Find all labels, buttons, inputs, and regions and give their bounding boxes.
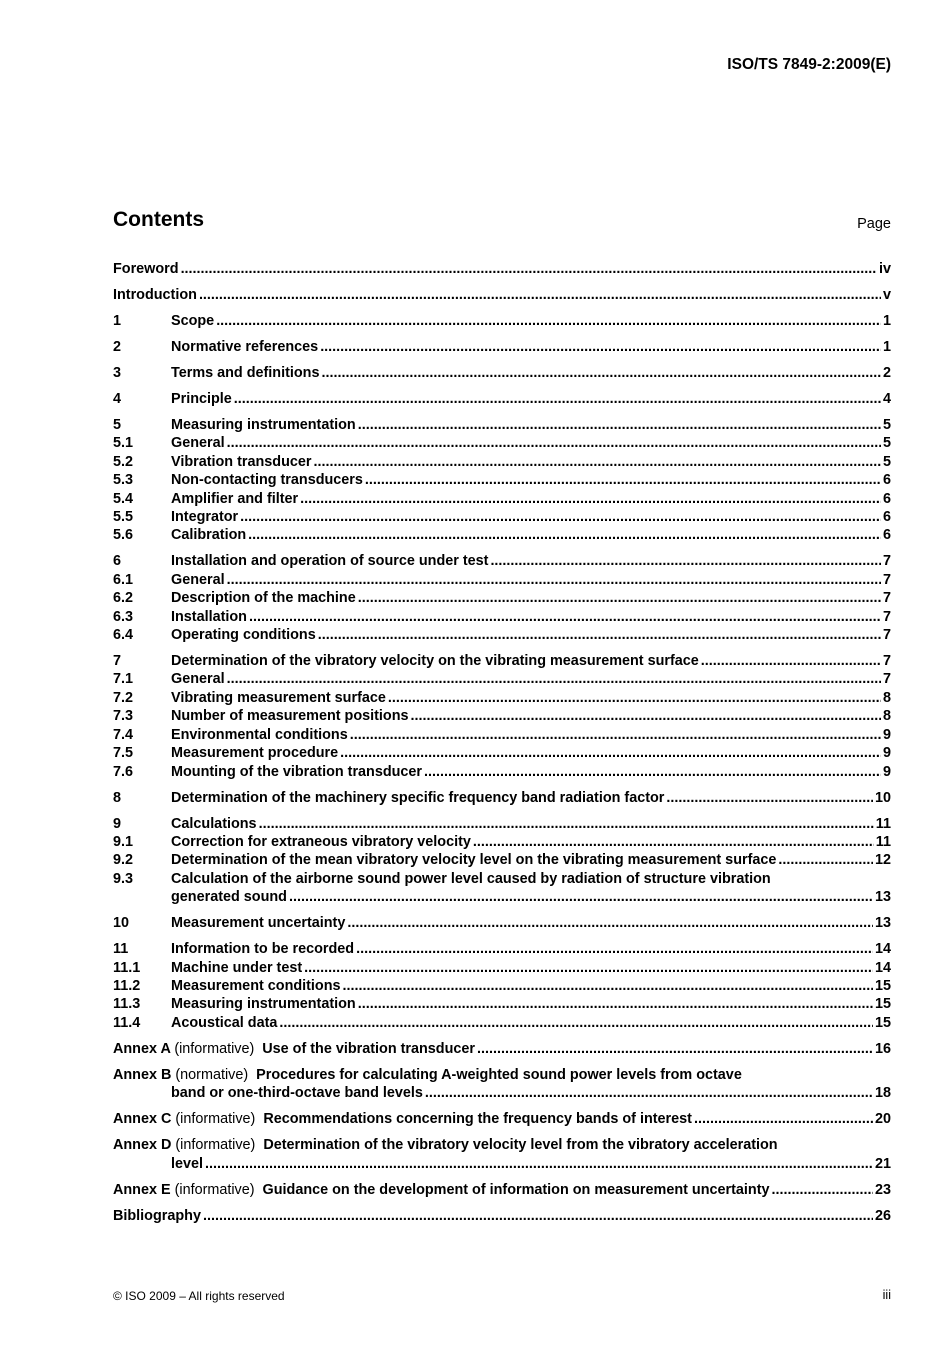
annex-type: (informative) (175, 1137, 256, 1154)
toc-number: 11.2 (113, 977, 141, 994)
toc-entry-6-1[interactable] (113, 571, 891, 589)
toc-page: 6 (882, 490, 891, 507)
page-column-label: Page (857, 216, 891, 232)
toc-entry-7-4[interactable] (113, 726, 891, 744)
annex-type: (normative) (175, 1066, 249, 1083)
annex-type: (informative) (175, 1111, 256, 1128)
toc-entry-annex-b[interactable] (113, 1066, 891, 1103)
toc-entry-11-4[interactable] (113, 1014, 891, 1032)
annex-type: (informative) (174, 1181, 255, 1198)
toc-entry-9-3[interactable] (113, 870, 891, 907)
toc-entry-annex-a[interactable] (113, 1040, 891, 1058)
toc-page: 9 (882, 745, 891, 762)
toc-group-introduction (113, 286, 891, 304)
contents-title: Contents (113, 208, 204, 231)
toc-number: 7 (113, 653, 122, 670)
toc-entry-5-3[interactable] (113, 471, 891, 489)
toc-number: 11.4 (113, 1014, 141, 1031)
toc-page: 7 (882, 671, 891, 688)
toc-title: Measuring instrumentation (171, 417, 356, 433)
toc-page: 7 (882, 653, 891, 670)
document-id: ISO/TS 7849-2:2009(E) (727, 56, 891, 73)
toc-page: 15 (874, 977, 891, 994)
toc-page: 13 (874, 915, 891, 932)
toc-entry-bibliography[interactable] (113, 1207, 891, 1225)
toc-title: Information to be recorded (171, 941, 355, 958)
toc-page: 9 (882, 726, 891, 743)
toc-page: 23 (874, 1181, 891, 1198)
toc-number: 7.3 (113, 708, 134, 725)
toc-number: 4 (113, 391, 122, 407)
toc-title: Operating conditions (171, 627, 316, 644)
toc-title-line1: Determination of the vibratory velocity level from the vibratory acceleration (263, 1137, 778, 1154)
toc-page: 7 (882, 553, 891, 570)
toc-page: 15 (874, 996, 891, 1013)
toc-entry-7[interactable] (113, 652, 891, 670)
toc-entry-8[interactable] (113, 789, 891, 807)
toc-number: 5.3 (113, 472, 134, 489)
toc-title: Determination of the vibratory velocity on the vibrating measurement surface (171, 653, 699, 670)
toc-number: 7.5 (113, 745, 134, 762)
toc-title: Terms and definitions (171, 365, 320, 381)
toc-entry-foreword[interactable] (113, 260, 891, 278)
toc-page: 1 (882, 339, 891, 355)
toc-entry-5-6[interactable] (113, 526, 891, 544)
toc-title: Description of the machine (171, 590, 356, 607)
annex-label: Annex D (113, 1137, 172, 1154)
toc-title: General (171, 435, 225, 452)
toc-page: 6 (882, 472, 891, 489)
toc-page: 11 (875, 815, 891, 832)
toc-entry-5-1[interactable] (113, 434, 891, 452)
toc-group-5 (113, 416, 891, 545)
toc-title: Determination of the machinery specific frequency band radiation factor (171, 789, 665, 806)
toc-title: Scope (171, 313, 215, 329)
toc-page: 1 (882, 313, 891, 329)
toc-title: Bibliography (113, 1207, 201, 1224)
toc-number: 11 (113, 941, 129, 958)
footer-copyright: © ISO 2009 – All rights reserved (113, 1289, 285, 1303)
toc-number: 5.6 (113, 527, 134, 544)
toc-title: Measuring instrumentation (171, 996, 356, 1013)
toc-number: 7.2 (113, 689, 134, 706)
toc-title-line2: band or one-third-octave band levels (171, 1085, 423, 1102)
toc-page: 21 (874, 1155, 891, 1172)
toc-title: Normative references (171, 339, 319, 355)
toc-entry-9-1[interactable] (113, 833, 891, 851)
toc-title: Machine under test (171, 959, 303, 976)
toc-entry-1[interactable] (113, 312, 891, 330)
toc-title: Calculations (171, 815, 257, 832)
toc-number: 6.2 (113, 590, 134, 607)
toc-entry-6-3[interactable] (113, 608, 891, 626)
toc-group-bibliography (113, 1207, 891, 1225)
toc-group-1 (113, 312, 891, 330)
toc-page: 5 (882, 417, 891, 433)
toc-title: Measurement procedure (171, 745, 339, 762)
toc-number: 10 (113, 915, 130, 932)
toc-page: 8 (882, 689, 891, 706)
toc-title: General (171, 671, 225, 688)
toc-entry-3[interactable] (113, 364, 891, 382)
annex-type: (informative) (174, 1040, 255, 1057)
toc-title: Installation (171, 608, 247, 625)
toc-page: 2 (882, 365, 891, 381)
toc-title: Measurement conditions (171, 977, 341, 994)
toc-entry-introduction[interactable] (113, 286, 891, 304)
annex-label: Annex C (113, 1111, 172, 1128)
toc-title: General (171, 571, 225, 588)
toc-title: Installation and operation of source under test (171, 553, 489, 570)
toc-number: 9 (113, 815, 122, 832)
toc-number: 6.1 (113, 571, 134, 588)
toc-page: 18 (874, 1085, 891, 1102)
toc-group-4 (113, 390, 891, 408)
toc-entry-5[interactable] (113, 416, 891, 434)
toc-group-annex-e (113, 1181, 891, 1199)
toc-title-line2: generated sound (171, 889, 287, 906)
toc-number: 2 (113, 339, 122, 355)
toc-number: 11.1 (113, 959, 141, 976)
toc-page: 10 (874, 789, 891, 806)
toc-number: 7.4 (113, 726, 134, 743)
toc-number: 5.4 (113, 490, 134, 507)
toc-number: 6.4 (113, 627, 134, 644)
toc-group-10 (113, 914, 891, 932)
toc-title: Vibration transducer (171, 453, 312, 470)
toc-entry-9[interactable] (113, 815, 891, 833)
toc-page: 14 (874, 941, 891, 958)
toc-page: 4 (882, 391, 891, 407)
toc-number: 7.1 (113, 671, 134, 688)
toc-group-2 (113, 338, 891, 356)
toc-entry-annex-d[interactable] (113, 1136, 891, 1173)
toc-title-line1: Procedures for calculating A-weighted sound power levels from octave (256, 1066, 742, 1083)
toc-entry-6[interactable] (113, 552, 891, 570)
toc-group-annex-b (113, 1066, 891, 1103)
toc-page: 7 (882, 608, 891, 625)
toc-page: 6 (882, 509, 891, 526)
toc-entry-5-4[interactable] (113, 490, 891, 508)
toc-page: 5 (882, 435, 891, 452)
toc-page: 13 (874, 889, 891, 906)
toc-entry-11-3[interactable] (113, 995, 891, 1013)
toc-entry-annex-c[interactable] (113, 1110, 891, 1128)
toc-group-11 (113, 940, 891, 1032)
toc-title: Guidance on the development of information on measurement uncertainty (262, 1181, 770, 1198)
toc-title-line2: level (171, 1155, 204, 1172)
toc-page: 9 (882, 763, 891, 780)
toc-number: 5.1 (113, 435, 134, 452)
toc-number: 5.5 (113, 509, 134, 526)
toc-entry-11-2[interactable] (113, 977, 891, 995)
toc-title: Determination of the mean vibratory velocity level on the vibrating measurement surface (171, 852, 777, 869)
toc-page: 7 (882, 627, 891, 644)
toc-title: Amplifier and filter (171, 490, 299, 507)
toc-page: iv (878, 261, 891, 277)
toc-entry-10[interactable] (113, 914, 891, 932)
toc-entry-11-1[interactable] (113, 959, 891, 977)
toc-group-annex-d (113, 1136, 891, 1173)
toc-number: 5 (113, 417, 122, 433)
toc-page: 15 (874, 1014, 891, 1031)
toc-title: Correction for extraneous vibratory velocity (171, 833, 471, 850)
toc-group-8 (113, 789, 891, 807)
table-of-contents (113, 260, 891, 1225)
toc-title: Introduction (113, 287, 197, 303)
toc-number: 11.3 (113, 996, 141, 1013)
toc-group-7 (113, 652, 891, 781)
toc-entry-7-5[interactable] (113, 744, 891, 762)
toc-page: 7 (882, 590, 891, 607)
toc-page: 5 (882, 453, 891, 470)
annex-label: Annex A (113, 1040, 171, 1057)
toc-number: 9.3 (113, 870, 134, 887)
annex-label: Annex E (113, 1181, 171, 1198)
toc-group-6 (113, 552, 891, 644)
annex-label: Annex B (113, 1066, 172, 1083)
toc-title: Environmental conditions (171, 726, 348, 743)
toc-entry-9-2[interactable] (113, 851, 891, 869)
toc-entry-6-2[interactable] (113, 589, 891, 607)
toc-group-foreword (113, 260, 891, 278)
toc-number: 9.1 (113, 833, 134, 850)
toc-number: 6.3 (113, 608, 134, 625)
toc-group-annex-c (113, 1110, 891, 1128)
toc-entry-4[interactable] (113, 390, 891, 408)
toc-number: 1 (113, 313, 122, 329)
toc-page: 20 (874, 1111, 891, 1128)
toc-title: Mounting of the vibration transducer (171, 763, 423, 780)
toc-page: 16 (874, 1040, 891, 1057)
toc-number: 6 (113, 553, 122, 570)
toc-entry-11[interactable] (113, 940, 891, 958)
toc-entry-6-4[interactable] (113, 626, 891, 644)
toc-entry-7-2[interactable] (113, 689, 891, 707)
toc-entry-5-2[interactable] (113, 453, 891, 471)
toc-entry-7-6[interactable] (113, 763, 891, 781)
toc-page: 11 (875, 833, 891, 850)
toc-entry-2[interactable] (113, 338, 891, 356)
toc-title: Use of the vibration transducer (262, 1040, 475, 1057)
toc-entry-5-5[interactable] (113, 508, 891, 526)
toc-number: 9.2 (113, 852, 134, 869)
toc-title-line1: Calculation of the airborne sound power level caused by radiation of structure vibration (171, 870, 771, 887)
toc-number: 7.6 (113, 763, 134, 780)
toc-title: Integrator (171, 509, 239, 526)
toc-group-3 (113, 364, 891, 382)
toc-page: 7 (882, 571, 891, 588)
toc-page: v (882, 287, 891, 303)
toc-entry-annex-e[interactable] (113, 1181, 891, 1199)
toc-entry-7-3[interactable] (113, 707, 891, 725)
toc-page: 26 (874, 1207, 891, 1224)
toc-page: 8 (882, 708, 891, 725)
toc-group-annex-a (113, 1040, 891, 1058)
toc-title: Principle (171, 391, 232, 407)
toc-title: Non-contacting transducers (171, 472, 363, 489)
toc-number: 3 (113, 365, 122, 381)
toc-page: 14 (874, 959, 891, 976)
toc-number: 8 (113, 789, 122, 806)
toc-entry-7-1[interactable] (113, 670, 891, 688)
toc-title: Vibrating measurement surface (171, 689, 386, 706)
toc-title: Recommendations concerning the frequency bands of interest (263, 1111, 692, 1128)
toc-title: Number of measurement positions (171, 708, 409, 725)
footer-page-number: iii (882, 1288, 891, 1302)
toc-page: 6 (882, 527, 891, 544)
toc-title: Calibration (171, 527, 247, 544)
toc-title: Foreword (113, 261, 179, 277)
toc-page: 12 (874, 852, 891, 869)
toc-number: 5.2 (113, 453, 134, 470)
toc-title: Acoustical data (171, 1014, 278, 1031)
toc-title: Measurement uncertainty (171, 915, 346, 932)
toc-group-9 (113, 815, 891, 907)
